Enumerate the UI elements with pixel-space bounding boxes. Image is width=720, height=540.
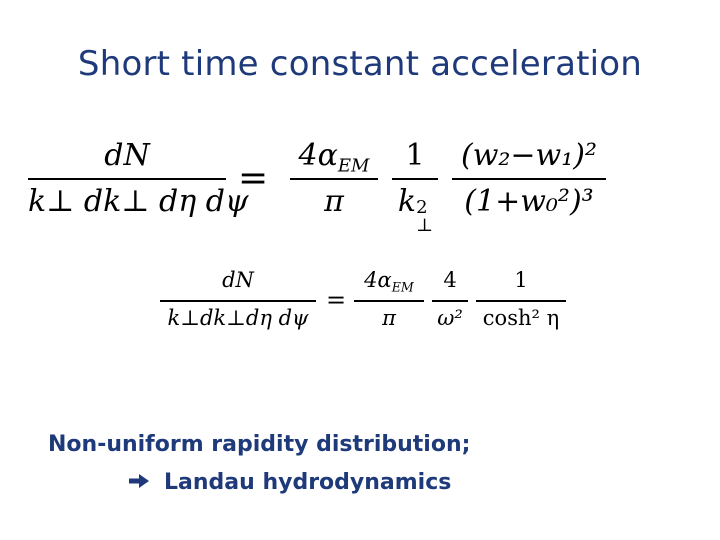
eq2-fraction-1 xyxy=(354,262,424,342)
right-arrow-icon xyxy=(128,470,150,495)
eq2-lhs-denominator: k⊥dk⊥dη dψ xyxy=(167,306,309,330)
eq1-f3-denominator: (1+w₀²)³ xyxy=(464,184,594,219)
eq1-f2-bar xyxy=(392,178,438,180)
eq1-fraction-2 xyxy=(392,128,438,236)
eq2-equals-sign: = xyxy=(326,286,347,314)
eq2-f2-bar xyxy=(432,300,468,302)
eq2-f1-numerator: $4\alpha_{EM}$ xyxy=(364,268,414,295)
eq2-fraction-3 xyxy=(476,262,566,342)
eq1-lhs-fraction-bar xyxy=(28,178,226,180)
note-line-2 xyxy=(128,470,451,495)
eq2-f1-bar xyxy=(354,300,424,302)
slide-title: Short time constant acceleration xyxy=(77,44,643,84)
eq2-fraction-2 xyxy=(432,262,468,342)
eq1-f3-bar xyxy=(452,178,606,180)
eq1-f2-denominator: k 2 ⊥ xyxy=(397,184,434,236)
eq2-f1-denominator: π xyxy=(382,306,396,330)
equation-2 xyxy=(0,262,720,342)
note-line-1: Non-uniform rapidity distribution; xyxy=(48,432,471,457)
notes xyxy=(48,432,471,495)
eq1-f3-numerator: (w₂−w₁)² xyxy=(461,138,597,173)
eq1-f1-numerator: $4\alpha_{EM}$ xyxy=(298,138,370,177)
eq1-lhs-denominator: k⊥ dk⊥ dη dψ xyxy=(28,184,249,219)
eq1-lhs-numerator: dN xyxy=(104,138,150,173)
eq2-f3-numerator: 1 xyxy=(514,268,528,292)
eq1-f1-bar xyxy=(290,178,378,180)
eq1-fraction-1 xyxy=(290,128,378,228)
note-line-2-text: Landau hydrodynamics xyxy=(164,470,452,495)
eq1-fraction-3 xyxy=(452,128,606,228)
eq2-lhs-fraction-bar xyxy=(160,300,316,302)
eq1-f2-numerator: 1 xyxy=(405,138,425,173)
eq2-f3-bar xyxy=(476,300,566,302)
eq2-f2-denominator: ω² xyxy=(437,306,463,330)
eq2-lhs-fraction xyxy=(160,262,316,342)
eq1-lhs-fraction xyxy=(28,128,249,228)
eq2-f2-numerator: 4 xyxy=(443,268,457,292)
eq1-equals-sign: = xyxy=(238,158,269,199)
eq2-lhs-numerator: dN xyxy=(222,268,254,292)
eq2-f3-denominator: cosh² η xyxy=(482,306,560,330)
equation-1 xyxy=(0,128,720,236)
eq1-f1-denominator: π xyxy=(324,184,344,219)
